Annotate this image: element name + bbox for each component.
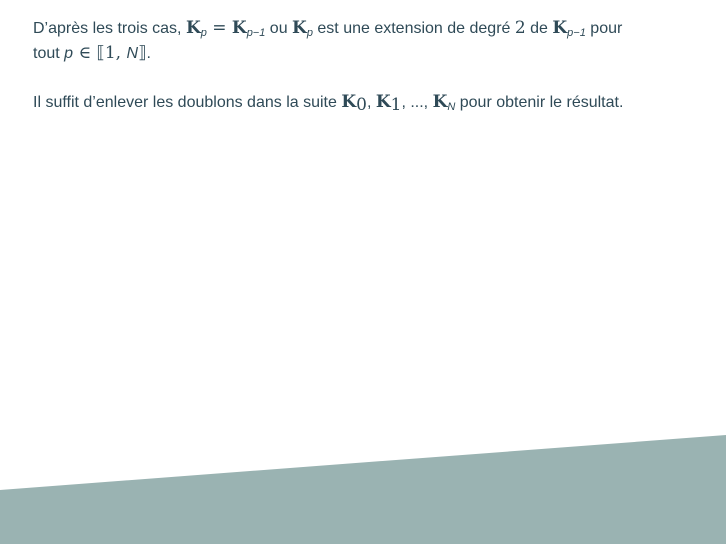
- text: pour: [585, 20, 623, 37]
- math-field-k: K: [341, 92, 357, 112]
- math-subscript: p: [306, 27, 313, 39]
- math-field-k: K: [231, 18, 247, 38]
- math-in: ∈: [73, 43, 97, 63]
- math-variable-n: N: [126, 45, 139, 62]
- text: de: [525, 20, 553, 37]
- text: , ...,: [401, 94, 433, 111]
- math-field-k: K: [432, 92, 448, 112]
- math-subscript: p−1: [567, 27, 586, 39]
- math-field-k: K: [375, 92, 391, 112]
- text: ou: [265, 20, 293, 37]
- math-field-k: K: [552, 18, 568, 38]
- text: pour obtenir le résultat.: [455, 94, 624, 111]
- text: tout: [33, 45, 65, 62]
- math-field-k: K: [292, 18, 307, 38]
- math-subscript: N: [447, 101, 456, 113]
- math-subscript: 0: [356, 95, 367, 115]
- text: .: [146, 45, 151, 62]
- text: Il suffit d’enlever les doublons dans la suite: [33, 94, 342, 111]
- math-degree: 2: [514, 18, 526, 38]
- math-subscript: p: [200, 27, 207, 39]
- decorative-band-shape: [0, 435, 726, 544]
- math-variable-p: p: [64, 45, 74, 62]
- text: D’après les trois cas,: [33, 20, 186, 37]
- text: est une extension de degré: [312, 20, 515, 37]
- math-subscript: p−1: [246, 27, 266, 39]
- text: ,: [366, 94, 376, 111]
- math-subscript: 1: [390, 95, 402, 115]
- math-interval-close: ⟧: [138, 43, 147, 63]
- math-interval-open: ⟦1,: [96, 43, 127, 63]
- math-equals: =: [206, 18, 232, 38]
- math-field-k: K: [185, 18, 201, 38]
